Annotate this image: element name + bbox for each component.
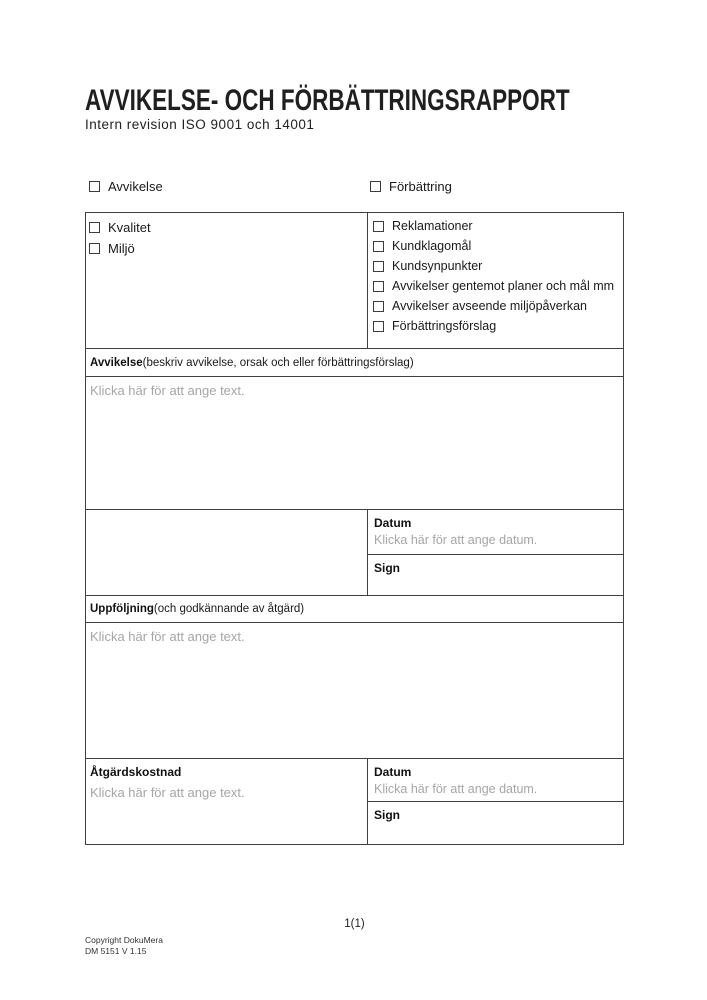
atgardskostnad-placeholder[interactable]: Klicka här för att ange text. xyxy=(90,785,245,800)
avvikelse-datum-cell xyxy=(368,510,623,555)
checkbox-kundklagomal-label: Kundklagomål xyxy=(392,238,472,253)
avvikelse-text-area xyxy=(86,376,623,509)
uppfoljning-header-description: (och godkännande av åtgärd) xyxy=(153,602,305,615)
checkbox-avvikelse-label: Avvikelse xyxy=(108,178,163,194)
atgardskostnad-cell xyxy=(86,759,368,844)
checkbox-kvalitet[interactable] xyxy=(89,217,367,238)
checkbox-kvalitet-label: Kvalitet xyxy=(108,220,151,235)
checkbox-unchecked-icon[interactable] xyxy=(89,222,100,233)
copyright-footer xyxy=(85,935,163,956)
checkbox-avvikelser-planer[interactable] xyxy=(373,276,623,296)
sign-label: Sign xyxy=(374,808,400,822)
checkbox-avvikelser-miljopaverkan[interactable] xyxy=(373,296,623,316)
avvikelse-sign-cell xyxy=(368,555,623,595)
copyright-line1: Copyright DokuMera xyxy=(85,935,163,945)
page-number: 1(1) xyxy=(344,918,365,930)
category-cell-right xyxy=(368,213,623,348)
checkbox-unchecked-icon[interactable] xyxy=(373,321,384,332)
uppfoljning-text-placeholder[interactable]: Klicka här för att ange text. xyxy=(90,629,245,644)
checkbox-forbattring-label: Förbättring xyxy=(389,178,452,194)
checkbox-kundsynpunkter[interactable] xyxy=(373,256,623,276)
datum-label: Datum xyxy=(374,516,412,530)
checkbox-unchecked-icon[interactable] xyxy=(89,243,100,254)
report-type-row xyxy=(85,178,622,194)
uppfoljning-datum-sign-cell xyxy=(368,759,623,844)
checkbox-forbattring[interactable] xyxy=(370,178,452,194)
category-cell-left xyxy=(86,213,368,348)
uppfoljning-text-area xyxy=(86,622,623,758)
avvikelse-text-placeholder[interactable]: Klicka här för att ange text. xyxy=(90,383,245,398)
checkbox-miljo[interactable] xyxy=(89,238,367,259)
checkbox-avvikelse[interactable] xyxy=(89,178,370,194)
datum-label: Datum xyxy=(374,765,412,779)
checkbox-forbattringsforslag-label: Förbättringsförslag xyxy=(392,318,497,333)
copyright-line2: DM 5151 V 1.15 xyxy=(85,945,147,956)
avvikelse-section-header xyxy=(86,348,623,376)
checkbox-unchecked-icon[interactable] xyxy=(89,181,100,192)
page-title: AVVIKELSE- OCH FÖRBÄTTRINGSRAPPORT xyxy=(85,84,570,117)
checkbox-avvikelser-miljopaverkan-label: Avvikelser avseende miljöpåverkan xyxy=(392,298,588,313)
checkbox-unchecked-icon[interactable] xyxy=(373,281,384,292)
page-subtitle: Intern revision ISO 9001 och 14001 xyxy=(85,117,315,132)
sign-label: Sign xyxy=(374,561,400,575)
uppfoljning-datum-cell xyxy=(368,759,623,802)
uppfoljning-sign-cell xyxy=(368,802,623,844)
uppfoljning-section-header xyxy=(86,595,623,622)
datum-placeholder[interactable]: Klicka här för att ange datum. xyxy=(374,782,538,796)
checkbox-avvikelser-planer-label: Avvikelser gentemot planer och mål mm xyxy=(392,278,615,293)
avvikelse-datum-sign-cell xyxy=(368,510,623,595)
checkbox-unchecked-icon[interactable] xyxy=(373,301,384,312)
checkbox-forbattringsforslag[interactable] xyxy=(373,316,623,336)
checkbox-kundklagomal[interactable] xyxy=(373,236,623,256)
avvikelse-header-description: (beskriv avvikelse, orsak och eller förbättringsförslag) xyxy=(142,356,414,369)
uppfoljning-header-bold: Uppföljning xyxy=(90,602,154,615)
avvikelse-empty-cell xyxy=(86,510,368,595)
form-table xyxy=(85,212,624,845)
datum-placeholder[interactable]: Klicka här för att ange datum. xyxy=(374,533,538,547)
checkbox-kundsynpunkter-label: Kundsynpunkter xyxy=(392,258,483,273)
checkbox-reklamationer-label: Reklamationer xyxy=(392,218,473,233)
checkbox-unchecked-icon[interactable] xyxy=(370,181,381,192)
checkbox-unchecked-icon[interactable] xyxy=(373,241,384,252)
checkbox-unchecked-icon[interactable] xyxy=(373,221,384,232)
atgardskostnad-row xyxy=(86,758,623,844)
checkbox-unchecked-icon[interactable] xyxy=(373,261,384,272)
avvikelse-datum-sign-row xyxy=(86,509,623,595)
category-row xyxy=(86,213,623,348)
atgardskostnad-label: Åtgärdskostnad xyxy=(90,765,182,779)
avvikelse-header-bold: Avvikelse xyxy=(90,356,143,369)
checkbox-miljo-label: Miljö xyxy=(108,241,135,256)
checkbox-reklamationer[interactable] xyxy=(373,216,623,236)
